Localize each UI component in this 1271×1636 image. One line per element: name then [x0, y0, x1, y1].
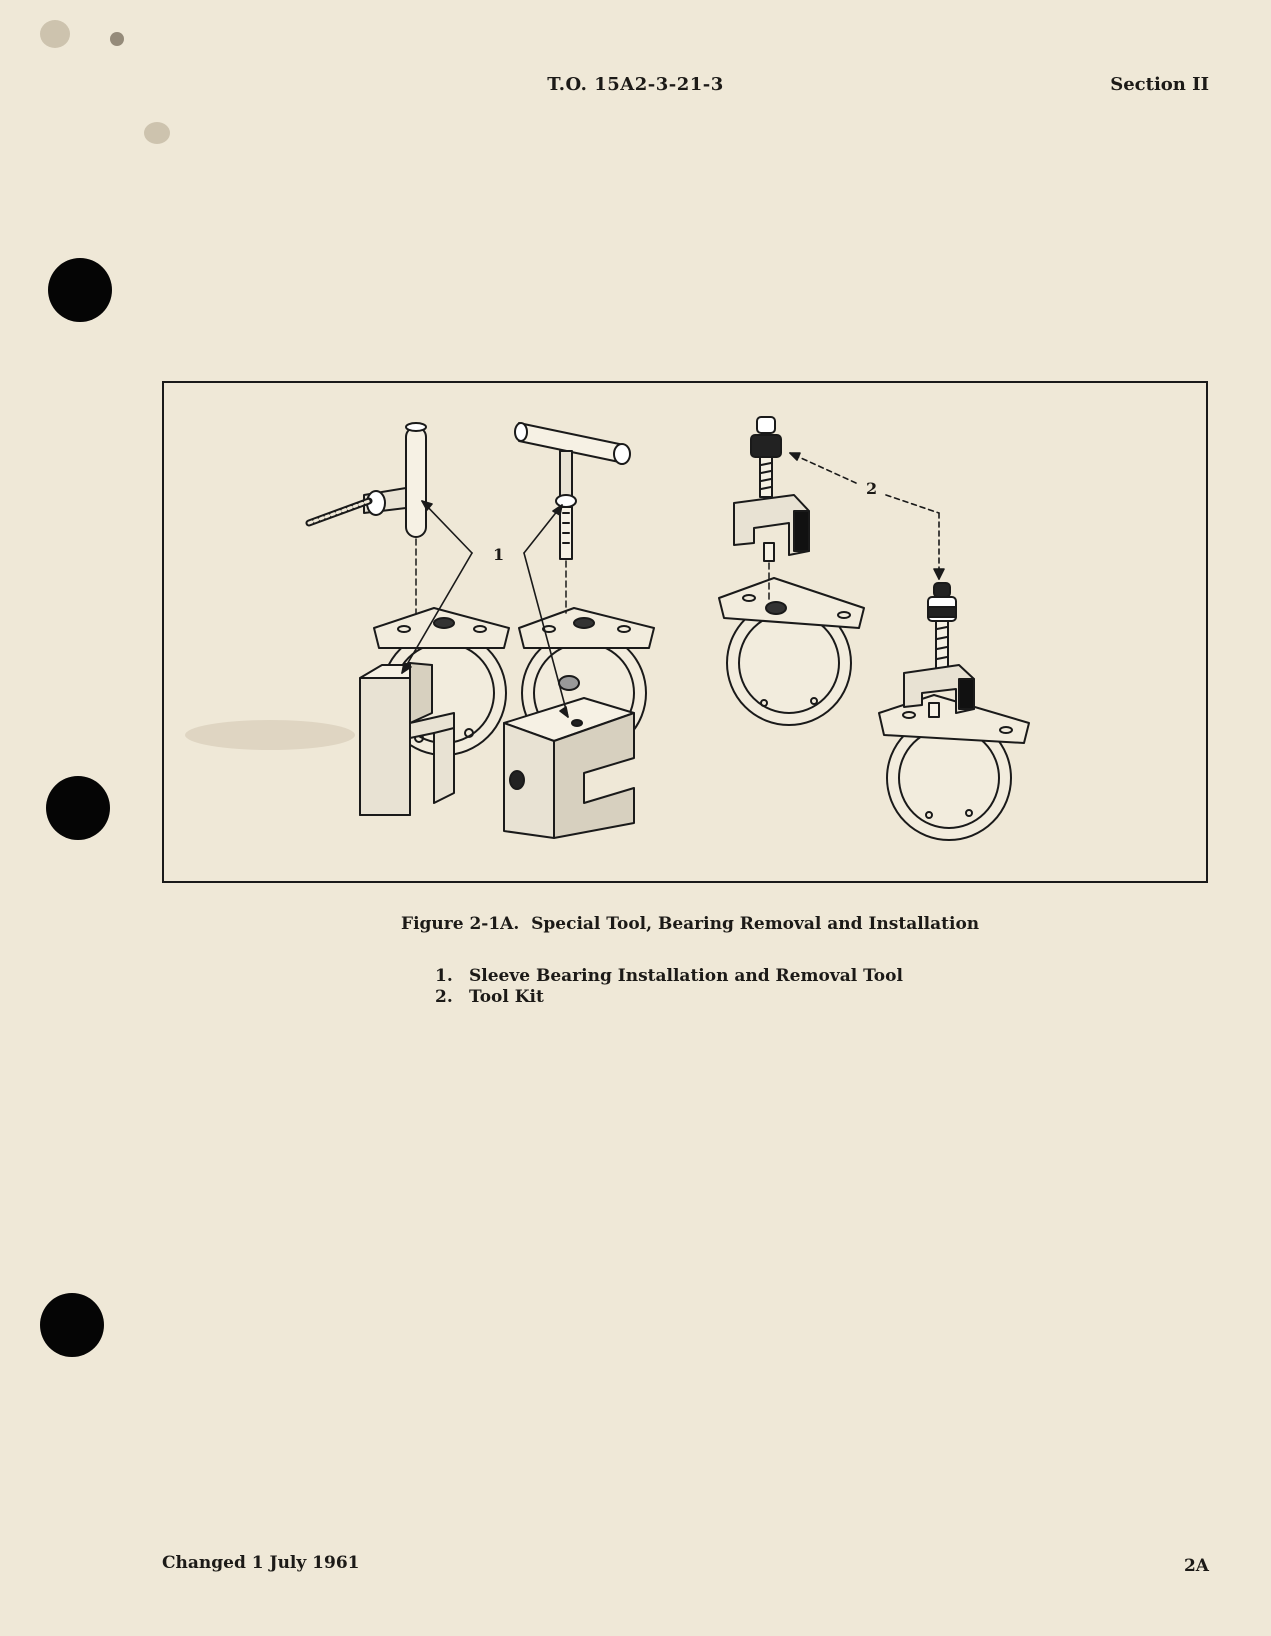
housing-assembly-4 [879, 695, 1029, 840]
legend-number: 2. [435, 987, 453, 1007]
housing-assembly-3 [719, 578, 864, 725]
legend-label: Sleeve Bearing Installation and Removal Tool [469, 966, 903, 986]
paper-stain [40, 20, 70, 48]
callout-1-label: 1 [493, 545, 505, 564]
callout-2-label: 2 [866, 479, 878, 498]
section-label: Section II [1110, 74, 1209, 95]
legend-item [435, 966, 903, 987]
change-notice: Changed 1 July 1961 [162, 1553, 360, 1573]
legend-item [435, 987, 903, 1008]
figure-legend [435, 966, 903, 1008]
binder-hole-bottom [40, 1293, 104, 1357]
paper-stain [110, 32, 124, 46]
figure-caption: Figure 2-1A. Special Tool, Bearing Removal and Installation [401, 914, 980, 934]
t-handle-tool-1 [309, 423, 426, 613]
fork-tool-2 [504, 698, 634, 838]
binder-hole-middle [46, 776, 110, 840]
paper-stain [144, 122, 170, 144]
puller-tool-1 [734, 417, 809, 603]
page-number: 2A [1183, 1556, 1209, 1576]
binder-hole-top [48, 258, 112, 322]
tool-illustration [164, 383, 1206, 881]
callout-2-leaders [790, 453, 944, 579]
document-number: T.O. 15A2-3-21-3 [547, 74, 724, 95]
legend-label: Tool Kit [469, 987, 544, 1007]
legend-number: 1. [435, 966, 453, 986]
figure-frame [162, 381, 1208, 883]
